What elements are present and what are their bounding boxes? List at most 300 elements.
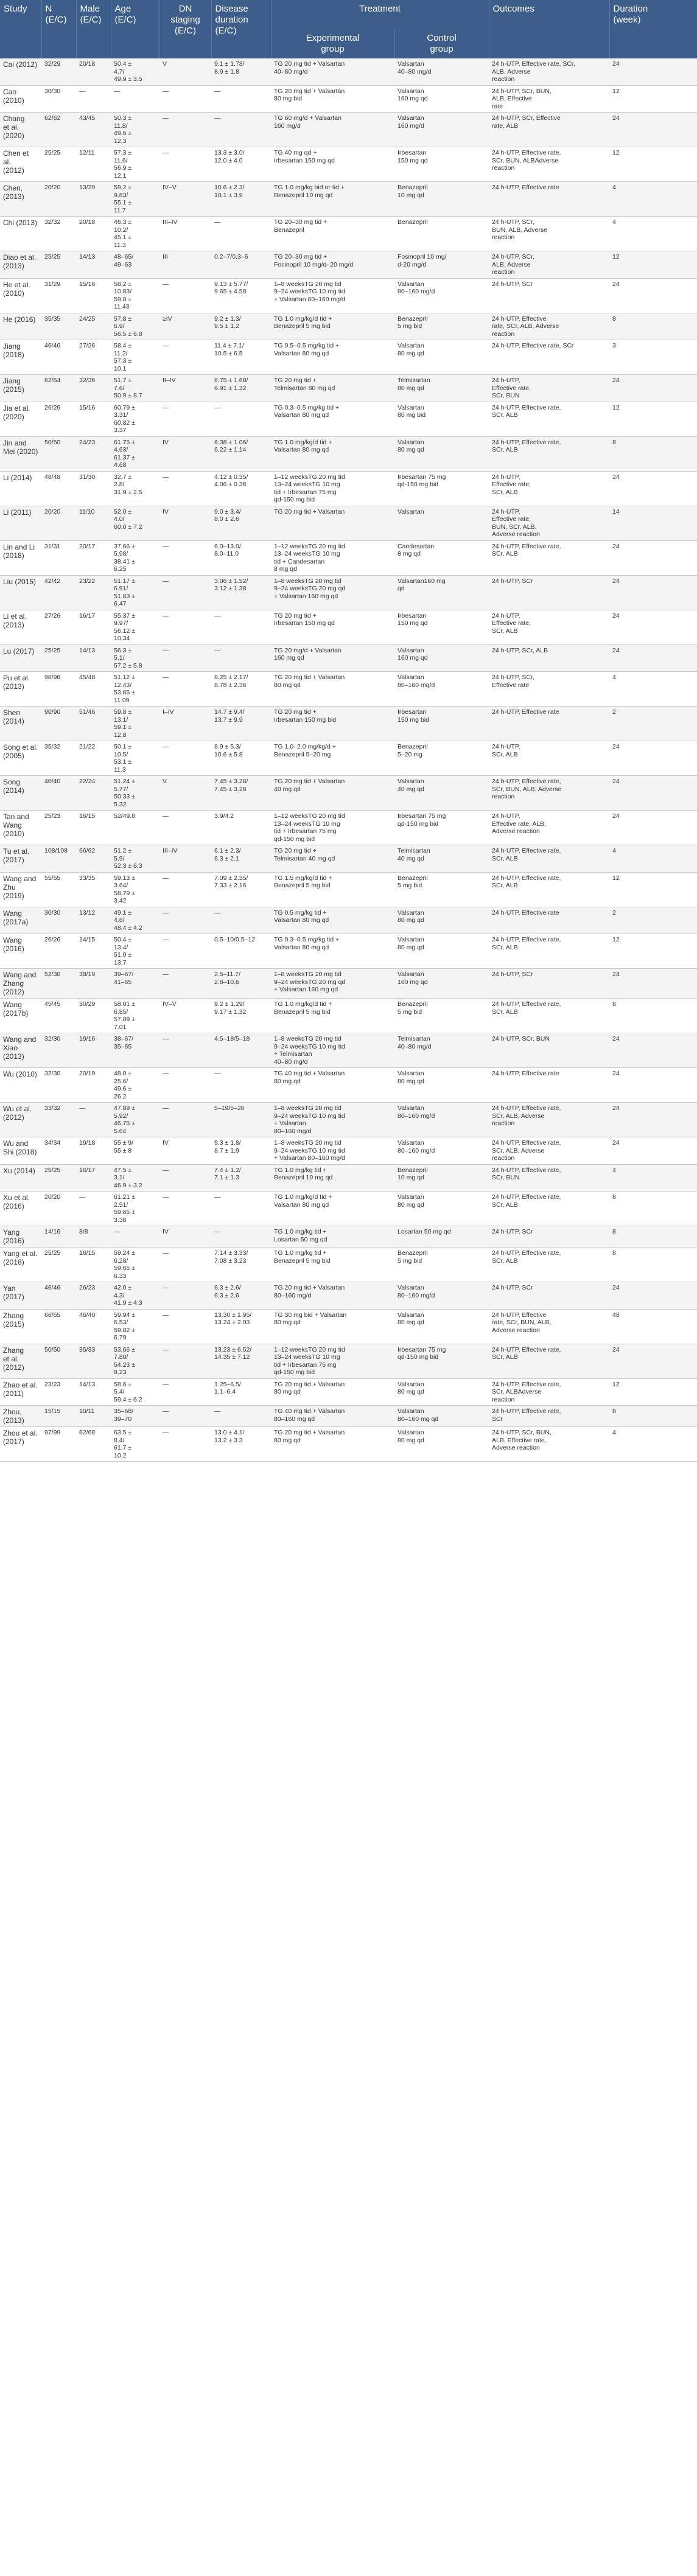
cell-experimental-group: TG 40 mg tid + Valsartan 80 mg qd (271, 1068, 394, 1103)
table-row (0, 1164, 697, 1192)
cell-male: 15/16 (76, 402, 111, 436)
cell-disease-duration: 8.25 ± 2.17/ 8.78 ± 2.36 (211, 672, 271, 707)
cell-study: Jiang (2015) (0, 375, 41, 402)
cell-male: 10/11 (76, 1406, 111, 1427)
cell-duration: 24 (609, 1068, 697, 1103)
cell-age: 50.1 ± 10.5/ 53.1 ± 11.3 (111, 741, 159, 776)
cell-n: 20/20 (41, 506, 76, 540)
cell-age: 57.8 ± 6.9/ 56.5 ± 6.8 (111, 313, 159, 340)
cell-duration: 8 (609, 999, 697, 1033)
cell-experimental-group: 1–12 weeksTG 20 mg tid 13–24 weeksTG 10 mg tid + Irbesartan 75 mg qd-150 mg bid (271, 471, 394, 506)
cell-control-group: Valsartan 80–160 mg/d (394, 1282, 489, 1310)
cell-n: 46/46 (41, 1282, 76, 1310)
cell-outcomes: 24 h-UTP, Effective rate, SCr, ALB, Adverse reaction (489, 1103, 609, 1137)
cell-n: 35/32 (41, 741, 76, 776)
cell-study: He (2016) (0, 313, 41, 340)
cell-outcomes: 24 h-UTP, SCr, ALB (489, 741, 609, 776)
cell-age: 63.5 ± 8.4/ 61.7 ± 10.2 (111, 1427, 159, 1462)
cell-control-group: Valsartan 40–80 mg/d (394, 58, 489, 85)
cell-outcomes: 24 h-UTP, Effective rate, SCr, ALB, Adverse reaction (489, 313, 609, 340)
cell-outcomes: 24 h-UTP, Effective rate, SCr (489, 340, 609, 375)
cell-age: 59.8 ± 13.1/ 59.1 ± 12.8 (111, 707, 159, 741)
cell-age: 49.1 ± 4.6/ 48.4 ± 4.2 (111, 907, 159, 934)
cell-disease-duration: — (211, 113, 271, 147)
cell-age: 35–68/ 39–70 (111, 1406, 159, 1427)
cell-n: 42/42 (41, 575, 76, 610)
cell-outcomes: 24 h-UTP, Effective rate (489, 707, 609, 741)
table-row (0, 610, 697, 644)
cell-outcomes: 24 h-UTP, SCr, ALB (489, 644, 609, 672)
cell-male: 21/22 (76, 741, 111, 776)
cell-n: 25/25 (41, 1164, 76, 1192)
cell-experimental-group: TG 1.0 mg/kg/d tid + Valsartan 80 mg qd (271, 1192, 394, 1226)
cell-age: 51.12 ± 12.43/ 53.65 ± 11.09 (111, 672, 159, 707)
cell-outcomes: 24 h-UTP, SCr, Effective rate, ALB (489, 113, 609, 147)
cell-n: 50/50 (41, 1344, 76, 1378)
table-row (0, 934, 697, 969)
cell-male: 38/19 (76, 969, 111, 999)
cell-n: 97/99 (41, 1427, 76, 1462)
cell-age: 47.89 ± 5.92/ 46.75 ± 5.64 (111, 1103, 159, 1137)
cell-male: 15/16 (76, 278, 111, 313)
cell-age: 55.37 ± 9.97/ 56.12 ± 10.34 (111, 610, 159, 644)
header-study: Study (0, 0, 41, 58)
cell-experimental-group: TG 20 mg/d + Valsartan 160 mg qd (271, 644, 394, 672)
cell-study: Wang (2017b) (0, 999, 41, 1033)
cell-control-group: Telmisartan 40–80 mg/d (394, 1033, 489, 1068)
cell-experimental-group: TG 1.0 mg/kg/d tid + Benazepril 5 mg bid (271, 999, 394, 1033)
header-dn-staging: DN staging (E/C) (159, 0, 211, 58)
cell-male: 13/20 (76, 182, 111, 217)
cell-disease-duration: 9.3 ± 1.8/ 8.7 ± 1.9 (211, 1137, 271, 1165)
cell-study: Yang (2016) (0, 1226, 41, 1248)
cell-study: Pu et al. (2013) (0, 672, 41, 707)
cell-dn-staging: — (159, 644, 211, 672)
cell-disease-duration: 3.06 ± 1.52/ 3.12 ± 1.38 (211, 575, 271, 610)
cell-n: 66/65 (41, 1309, 76, 1344)
cell-experimental-group: TG 20 mg tid + Valsartan 40 mg qd (271, 776, 394, 811)
cell-study: Wang and Xiao (2013) (0, 1033, 41, 1068)
cell-male: 35/33 (76, 1344, 111, 1378)
cell-experimental-group: 1–8 weeksTG 20 mg tid 9–24 weeksTG 10 mg tid + Valsartan 80–160 mg/d (271, 1103, 394, 1137)
cell-n: 32/30 (41, 1033, 76, 1068)
cell-experimental-group: 1–8 weeksTG 20 mg tid 9–24 weeksTG 20 mg qd + Valsartan 160 mg qd (271, 575, 394, 610)
cell-outcomes: 24 h-UTP, Effective rate, SCr, ALB (489, 436, 609, 471)
cell-n: 31/29 (41, 278, 76, 313)
table-row (0, 872, 697, 907)
cell-outcomes: 24 h-UTP, Effective rate, SCr, ALB (489, 540, 609, 575)
cell-experimental-group: 1–12 weeksTG 20 mg tid 13–24 weeksTG 10 mg tid + Irbesartan 75 mg qd-150 mg bid (271, 1344, 394, 1378)
cell-duration: 24 (609, 278, 697, 313)
table-row (0, 402, 697, 436)
cell-duration: 4 (609, 1427, 697, 1462)
cell-study: Chi (2013) (0, 217, 41, 251)
cell-dn-staging: III–IV (159, 845, 211, 873)
cell-disease-duration: 14.7 ± 9.4/ 13.7 ± 9.9 (211, 707, 271, 741)
cell-duration: 8 (609, 1248, 697, 1282)
cell-study: Cai (2012) (0, 58, 41, 85)
cell-experimental-group: TG 1.0 mg/kg tid + Benazepril 5 mg bid (271, 1248, 394, 1282)
cell-n: 32/30 (41, 1068, 76, 1103)
cell-dn-staging: V (159, 776, 211, 811)
cell-disease-duration: 9.0 ± 3.4/ 8.0 ± 2.6 (211, 506, 271, 540)
cell-n: 26/26 (41, 402, 76, 436)
cell-male: 19/16 (76, 1033, 111, 1068)
cell-duration: 24 (609, 969, 697, 999)
cell-duration: 4 (609, 182, 697, 217)
cell-disease-duration: 6.3 ± 2.6/ 6.3 ± 2.6 (211, 1282, 271, 1310)
cell-male: 26/23 (76, 1282, 111, 1310)
cell-disease-duration: 6.0–13.0/ 8.0–11.0 (211, 540, 271, 575)
cell-study: Li (2011) (0, 506, 41, 540)
cell-age: 51.7 ± 7.6/ 50.9 ± 8.7 (111, 375, 159, 402)
cell-male: 31/30 (76, 471, 111, 506)
cell-age: 48.0 ± 25.6/ 49.6 ± 26.2 (111, 1068, 159, 1103)
cell-control-group: Valsartan 80 mg qd (394, 907, 489, 934)
cell-experimental-group: 1–12 weeksTG 20 mg tid 13–24 weeksTG 10 mg tid + Candesartan 8 mg qd (271, 540, 394, 575)
cell-male: 20/18 (76, 217, 111, 251)
cell-outcomes: 24 h-UTP, SCr (489, 1226, 609, 1248)
cell-male: 23/22 (76, 575, 111, 610)
cell-control-group: Benazepril 5 mg bid (394, 872, 489, 907)
table-row (0, 113, 697, 147)
cell-duration: 8 (609, 1226, 697, 1248)
cell-male: — (76, 1192, 111, 1226)
cell-age: 59.24 ± 6.28/ 59.65 ± 6.33 (111, 1248, 159, 1282)
cell-control-group: Valsartan 80 mg qd (394, 934, 489, 969)
cell-disease-duration: 4.5–18/5–18 (211, 1033, 271, 1068)
cell-age: 61.75 ± 4.63/ 61.37 ± 4.68 (111, 436, 159, 471)
cell-study: He et al. (2010) (0, 278, 41, 313)
cell-age: 61.21 ± 2.51/ 59.65 ± 3.38 (111, 1192, 159, 1226)
cell-outcomes: 24 h-UTP, Effective rate, SCr, ALB, Adverse reaction (489, 58, 609, 85)
cell-outcomes: 24 h-UTP, Effective rate, SCr, ALB (489, 872, 609, 907)
cell-duration: 24 (609, 375, 697, 402)
cell-study: Tan and Wang (2010) (0, 811, 41, 845)
cell-dn-staging: — (159, 1248, 211, 1282)
table-row (0, 436, 697, 471)
cell-experimental-group: TG 20 mg tid + Valsartan 80–160 mg/d (271, 1282, 394, 1310)
cell-control-group: Valsartan 80 mg qd (394, 436, 489, 471)
cell-outcomes: 24 h-UTP, Effective rate, SCr, BUN (489, 1164, 609, 1192)
cell-age: 55 ± 9/ 55 ± 8 (111, 1137, 159, 1165)
cell-duration: 24 (609, 776, 697, 811)
cell-control-group: Valsartan 80 mg qd (394, 340, 489, 375)
cell-study: Zhou et al. (2017) (0, 1427, 41, 1462)
cell-disease-duration: — (211, 1406, 271, 1427)
cell-male: 8/8 (76, 1226, 111, 1248)
cell-dn-staging: II–IV (159, 375, 211, 402)
cell-disease-duration: — (211, 217, 271, 251)
cell-dn-staging: ≥IV (159, 313, 211, 340)
table-row (0, 672, 697, 707)
cell-experimental-group: TG 20–30 mg tid + Benazepril (271, 217, 394, 251)
cell-outcomes: 24 h-UTP, Effective rate, BUN, SCr, ALB, Adverse reaction (489, 506, 609, 540)
cell-disease-duration: 7.45 ± 3.28/ 7.45 ± 3.28 (211, 776, 271, 811)
cell-experimental-group: 1–8 weeksTG 20 mg tid 9–24 weeksTG 10 mg tid + Valsartan 80–160 mg/d (271, 278, 394, 313)
table-row (0, 340, 697, 375)
cell-study: Zhang et al. (2012) (0, 1344, 41, 1378)
cell-age: 51.2 ± 5.9/ 52.3 ± 6.3 (111, 845, 159, 873)
cell-male: 20/18 (76, 58, 111, 85)
cell-disease-duration: 9.2 ± 1.3/ 9.5 ± 1.2 (211, 313, 271, 340)
cell-outcomes: 24 h-UTP, Effective rate, SCr, ALB (489, 471, 609, 506)
cell-n: 52/30 (41, 969, 76, 999)
table-row (0, 375, 697, 402)
cell-duration: 24 (609, 471, 697, 506)
cell-control-group: Losartan 50 mg qd (394, 1226, 489, 1248)
cell-study: Xu et al. (2016) (0, 1192, 41, 1226)
cell-age: 59.13 ± 3.64/ 58.79 ± 3.42 (111, 872, 159, 907)
table-row (0, 969, 697, 999)
cell-dn-staging: IV (159, 1137, 211, 1165)
cell-study: Liu (2015) (0, 575, 41, 610)
cell-control-group: Irbesartan 75 mg qd-150 mg bid (394, 1344, 489, 1378)
cell-study: Lin and Li (2018) (0, 540, 41, 575)
cell-experimental-group: TG 1.0 mg/kg/d tid + Valsartan 80 mg qd (271, 436, 394, 471)
cell-outcomes: 24 h-UTP, Effective rate, SCr (489, 1406, 609, 1427)
cell-experimental-group: TG 1.0 mg/kg/d tid + Benazepril 5 mg bid (271, 313, 394, 340)
cell-disease-duration: — (211, 610, 271, 644)
cell-dn-staging: — (159, 1103, 211, 1137)
cell-disease-duration: 9.13 ± 5.77/ 9.65 ± 4.58 (211, 278, 271, 313)
cell-disease-duration: 0.2–7/0.3–6 (211, 251, 271, 279)
cell-dn-staging: — (159, 278, 211, 313)
header-experimental-group: Experimental group (271, 29, 394, 58)
cell-duration: 12 (609, 872, 697, 907)
cell-duration: 2 (609, 707, 697, 741)
cell-n: 25/25 (41, 251, 76, 279)
cell-outcomes: 24 h-UTP, Effective rate, SCr, ALB (489, 1248, 609, 1282)
cell-disease-duration: 0.5–10/0.5–12 (211, 934, 271, 969)
cell-male: 45/48 (76, 672, 111, 707)
table-row (0, 1427, 697, 1462)
cell-study: Yang et al. (2018) (0, 1248, 41, 1282)
table-row (0, 1248, 697, 1282)
cell-outcomes: 24 h-UTP, Effective rate, SCr, BUN, ALB, Adverse reaction (489, 776, 609, 811)
cell-control-group: Valsartan 80 mg qd (394, 1068, 489, 1103)
cell-study: Jiang (2018) (0, 340, 41, 375)
cell-disease-duration: 4.12 ± 0.35/ 4.06 ± 0.38 (211, 471, 271, 506)
cell-duration: 24 (609, 113, 697, 147)
cell-experimental-group: TG 1.0 mg/kg tid + Benazepril 10 mg qd (271, 1164, 394, 1192)
cell-dn-staging: — (159, 610, 211, 644)
cell-disease-duration: 8.9 ± 5.3/ 10.6 ± 5.8 (211, 741, 271, 776)
cell-control-group: Valsartan 80 mg qd (394, 1192, 489, 1226)
cell-duration: 12 (609, 85, 697, 113)
cell-experimental-group: TG 20 mg tid + Valsartan 80 mg bid (271, 85, 394, 113)
cell-male: 14/13 (76, 1378, 111, 1406)
table-row (0, 845, 697, 873)
cell-experimental-group: TG 20 mg tid + Valsartan 80 mg qd (271, 672, 394, 707)
cell-age: 50.4 ± 13.4/ 51.0 ± 13.7 (111, 934, 159, 969)
cell-study: Wu et al. (2012) (0, 1103, 41, 1137)
cell-outcomes: 24 h-UTP, SCr, BUN, ALB, Effective rate, Adverse reaction (489, 1427, 609, 1462)
cell-dn-staging: — (159, 147, 211, 182)
cell-male: 43/45 (76, 113, 111, 147)
cell-study: Wu (2010) (0, 1068, 41, 1103)
cell-duration: 8 (609, 313, 697, 340)
cell-dn-staging: IV–V (159, 182, 211, 217)
cell-n: 34/34 (41, 1137, 76, 1165)
cell-disease-duration: 13.30 ± 1.95/ 13.24 ± 2.03 (211, 1309, 271, 1344)
cell-n: 32/29 (41, 58, 76, 85)
cell-age: 52/49.8 (111, 811, 159, 845)
cell-outcomes: 24 h-UTP, Effective rate, SCr, ALB (489, 1192, 609, 1226)
table-row (0, 540, 697, 575)
cell-dn-staging: — (159, 969, 211, 999)
cell-male: 20/19 (76, 1068, 111, 1103)
table-row (0, 313, 697, 340)
cell-outcomes: 24 h-UTP, SCr, ALB, Adverse reaction (489, 251, 609, 279)
cell-n: 108/108 (41, 845, 76, 873)
table-row (0, 1406, 697, 1427)
cell-disease-duration: 13.0 ± 4.1/ 13.2 ± 3.3 (211, 1427, 271, 1462)
cell-n: 25/25 (41, 644, 76, 672)
cell-male: 33/35 (76, 872, 111, 907)
cell-age: 53.66 ± 7.80/ 54.23 ± 8.23 (111, 1344, 159, 1378)
table-row (0, 1344, 697, 1378)
cell-outcomes: 24 h-UTP, SCr, BUN, ALB, Effective rate (489, 85, 609, 113)
cell-outcomes: 24 h-UTP, Effective rate, SCr, ALB (489, 402, 609, 436)
cell-experimental-group: TG 0.5 mg/kg tid + Valsartan 80 mg qd (271, 907, 394, 934)
cell-control-group: Valsartan (394, 506, 489, 540)
cell-control-group: Valsartan 80–160 mg/d (394, 278, 489, 313)
cell-study: Wu and Shi (2018) (0, 1137, 41, 1165)
cell-disease-duration: 5–19/5–20 (211, 1103, 271, 1137)
cell-disease-duration: — (211, 1226, 271, 1248)
cell-control-group: Valsartan 80 mg qd (394, 1309, 489, 1344)
cell-duration: 12 (609, 251, 697, 279)
cell-disease-duration: 6.38 ± 1.06/ 6.22 ± 1.14 (211, 436, 271, 471)
cell-experimental-group: TG 20 mg tid + Telmisartan 40 mg qd (271, 845, 394, 873)
cell-control-group: Valsartan 80–160 mg/d (394, 1137, 489, 1165)
cell-age: 51.24 ± 5.77/ 50.33 ± 5.32 (111, 776, 159, 811)
cell-control-group: Candesartan 8 mg qd (394, 540, 489, 575)
cell-duration: 24 (609, 575, 697, 610)
cell-n: 50/50 (41, 436, 76, 471)
cell-n: 33/32 (41, 1103, 76, 1137)
cell-n: 90/90 (41, 707, 76, 741)
cell-experimental-group: TG 60 mg/d + Valsartan 160 mg/d (271, 113, 394, 147)
cell-disease-duration: 11.4 ± 7.1/ 10.5 ± 6.5 (211, 340, 271, 375)
cell-disease-duration: 7.4 ± 1.2/ 7.1 ± 1.3 (211, 1164, 271, 1192)
cell-experimental-group: TG 0.5–0.5 mg/kg tid + Valsartan 80 mg qd (271, 340, 394, 375)
cell-male: 16/17 (76, 1164, 111, 1192)
cell-disease-duration: — (211, 1192, 271, 1226)
cell-study: Song (2014) (0, 776, 41, 811)
cell-experimental-group: TG 20 mg tid + Valsartan 80 mg qd (271, 1378, 394, 1406)
cell-outcomes: 24 h-UTP, Effective rate, SCr, ALB (489, 845, 609, 873)
cell-control-group: Valsartan 160 mg qd (394, 644, 489, 672)
table-row (0, 182, 697, 217)
cell-study: Jin and Mei (2020) (0, 436, 41, 471)
cell-dn-staging: III–IV (159, 217, 211, 251)
cell-disease-duration: 2.5–11.7/ 2.8–10.6 (211, 969, 271, 999)
table-row (0, 1068, 697, 1103)
cell-study: Yan (2017) (0, 1282, 41, 1310)
cell-dn-staging: — (159, 1344, 211, 1378)
cell-male: 32/36 (76, 375, 111, 402)
cell-n: 62/64 (41, 375, 76, 402)
cell-control-group: Valsartan 80 mg qd (394, 1378, 489, 1406)
cell-age: 51.17 ± 6.91/ 51.83 ± 6.47 (111, 575, 159, 610)
cell-experimental-group: TG 40 mg qd + Irbesartan 150 mg qd (271, 147, 394, 182)
cell-male: 19/18 (76, 1137, 111, 1165)
cell-dn-staging: IV–V (159, 999, 211, 1033)
cell-control-group: Valsartan160 mg qd (394, 575, 489, 610)
cell-n: 25/23 (41, 811, 76, 845)
cell-outcomes: 24 h-UTP, Effective rate, SCr, ALB (489, 1344, 609, 1378)
cell-duration: 24 (609, 58, 697, 85)
cell-male: 24/25 (76, 313, 111, 340)
cell-disease-duration: — (211, 85, 271, 113)
cell-dn-staging: V (159, 58, 211, 85)
cell-disease-duration: 3.9/4.2 (211, 811, 271, 845)
cell-male: 14/13 (76, 644, 111, 672)
table-row (0, 58, 697, 85)
cell-duration: 8 (609, 1192, 697, 1226)
cell-dn-staging: — (159, 934, 211, 969)
cell-age: 59.94 ± 6.53/ 59.82 ± 6.79 (111, 1309, 159, 1344)
cell-disease-duration: — (211, 907, 271, 934)
cell-duration: 24 (609, 1103, 697, 1137)
header-control-group: Control group (394, 29, 489, 58)
cell-control-group: Benazepril (394, 217, 489, 251)
cell-n: 14/16 (41, 1226, 76, 1248)
cell-n: 23/23 (41, 1378, 76, 1406)
cell-experimental-group: TG 20–30 mg tid + Fosinopril 10 mg/d–20 mg/d (271, 251, 394, 279)
table-row (0, 999, 697, 1033)
cell-control-group: Valsartan 40 mg qd (394, 776, 489, 811)
cell-control-group: Valsartan 80–160 mg/d (394, 672, 489, 707)
header-duration: Duration (week) (609, 0, 697, 58)
cell-experimental-group: TG 1.0 mg/kg tid + Losartan 50 mg qd (271, 1226, 394, 1248)
cell-outcomes: 24 h-UTP, Effective rate, SCr, ALB (489, 610, 609, 644)
cell-study: Tu et al. (2017) (0, 845, 41, 873)
cell-dn-staging: — (159, 741, 211, 776)
cell-dn-staging: — (159, 1282, 211, 1310)
table-row (0, 1103, 697, 1137)
cell-experimental-group: 1–8 weeksTG 20 mg tid 9–24 weeksTG 10 mg tid + Telmisartan 40–80 mg/d (271, 1033, 394, 1068)
cell-n: 55/55 (41, 872, 76, 907)
cell-study: Song et al. (2005) (0, 741, 41, 776)
cell-dn-staging: — (159, 907, 211, 934)
cell-age: 58.2 ± 10.83/ 59.8 ± 11.43 (111, 278, 159, 313)
cell-duration: 24 (609, 1282, 697, 1310)
table-row (0, 776, 697, 811)
cell-dn-staging: — (159, 672, 211, 707)
cell-outcomes: 24 h-UTP, Effective rate, SCr, BUN, ALB, Adverse reaction (489, 1309, 609, 1344)
cell-dn-staging: — (159, 1406, 211, 1427)
cell-n: 98/98 (41, 672, 76, 707)
cell-experimental-group: TG 0.3–0.5 mg/kg tid + Valsartan 80 mg qd (271, 934, 394, 969)
cell-control-group: Benazepril 5–20 mg (394, 741, 489, 776)
cell-n: 35/35 (41, 313, 76, 340)
cell-dn-staging: III (159, 251, 211, 279)
cell-n: 45/45 (41, 999, 76, 1033)
cell-disease-duration: 9.2 ± 1.29/ 9.17 ± 1.32 (211, 999, 271, 1033)
cell-n: 46/46 (41, 340, 76, 375)
cell-study: Jia et al. (2020) (0, 402, 41, 436)
table-row (0, 506, 697, 540)
cell-experimental-group: TG 1.5 mg/kg/d tid + Benazepril 5 mg bid (271, 872, 394, 907)
cell-study: Diao et al. (2013) (0, 251, 41, 279)
header-treatment: Treatment (271, 0, 489, 29)
cell-study: Li (2014) (0, 471, 41, 506)
cell-duration: 24 (609, 1033, 697, 1068)
cell-dn-staging: — (159, 1309, 211, 1344)
